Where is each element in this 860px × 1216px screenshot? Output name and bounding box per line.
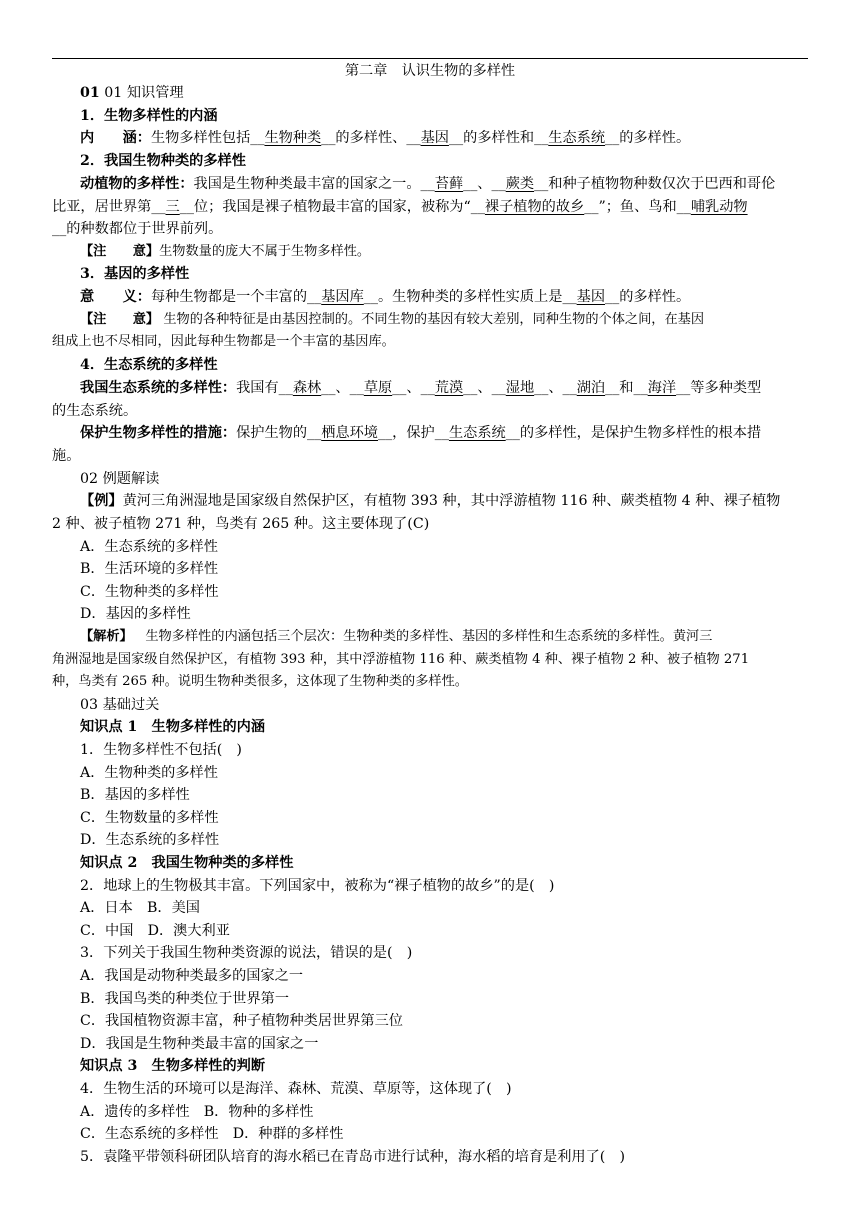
question-3: 3．下列关于我国生物种类资源的说法，错误的是( ): [80, 945, 413, 961]
analysis-label: 【解析】: [80, 629, 133, 644]
question-4: 4．生物生活的环境可以是海洋、森林、荒漠、草原等，这体现了( ): [80, 1081, 512, 1097]
question-5: 5．袁隆平带领科研团队培育的海水稻已在青岛市进行试种，海水稻的培育是利用了( ): [80, 1149, 626, 1165]
q1-option: B．基因的多样性: [80, 787, 190, 803]
kp4-line-1: 我国生态系统的多样性：我国有__森林__、__草原__、__荒漠__、__湿地__、__湖泊__和__海洋__等多种类型: [80, 380, 762, 396]
answer-blank: 三: [165, 199, 180, 215]
answer-blank: 栖息环境: [321, 425, 378, 441]
answer-blank: 生态系统: [548, 130, 606, 146]
q3-option: C．我国植物资源丰富，种子植物种类居世界第三位: [80, 1013, 403, 1029]
kp2-label: 动植物的多样性：: [80, 176, 194, 192]
answer-blank: 湿地: [505, 380, 535, 396]
kp3-note-line-1: 【注 意】 生物的各种特征是由基因控制的。不同生物的基因有较大差别，同种生物的个体之间，在基因: [80, 312, 705, 327]
note-label: 【注 意】: [80, 244, 160, 259]
q1-option: C．生物数量的多样性: [80, 810, 219, 826]
answer-blank: 苔藓: [434, 176, 464, 192]
answer-blank: 哺乳动物: [690, 199, 748, 215]
analysis-line-2: 角洲湿地是国家级自然保护区，有植物 393 种，其中浮游植物 116 种、蕨类植物 4 种、裸子植物 2 种、被子植物 271: [52, 652, 750, 667]
question-2: 2．地球上的生物极其丰富。下列国家中，被称为“裸子植物的故乡”的是( ): [80, 878, 555, 894]
example-option: C．生物种类的多样性: [80, 584, 219, 600]
kp1-content: 内 涵：生物多样性包括__生物种类__的多样性、__基因__的多样性和__生态系统__的多样性。: [80, 130, 691, 146]
answer-blank: 森林: [292, 380, 322, 396]
question-1: 1．生物多样性不包括( ): [80, 742, 242, 758]
kp3-content: 意 义：每种生物都是一个丰富的__基因库__。生物种类的多样性实质上是__基因__的多样性。: [80, 289, 691, 305]
answer-blank: 草原: [363, 380, 393, 396]
kp3-label: 意 义：: [80, 289, 151, 305]
q4-options-cd: C．生态系统的多样性 D．种群的多样性: [80, 1126, 344, 1142]
analysis-line-1: 【解析】 生物多样性的内涵包括三个层次：生物种类的多样性、基因的多样性和生态系统的多样性。黄河三: [80, 629, 713, 644]
q2-options-ab: A．日本 B．美国: [80, 900, 200, 916]
section-03-heading: 03 基础过关: [80, 697, 160, 713]
knowledge-point-2: 知识点 2 我国生物种类的多样性: [80, 855, 294, 871]
chapter-title: 第二章 认识生物的多样性: [344, 63, 516, 79]
answer-blank: 生态系统: [448, 425, 506, 441]
header-rule: [52, 58, 808, 59]
example-line-1: 【例】黄河三角洲湿地是国家级自然保护区，有植物 393 种，其中浮游植物 116 种、蕨类植物 4 种、裸子植物: [80, 493, 781, 509]
answer-blank: 蕨类: [505, 176, 535, 192]
q4-options-ab: A．遗传的多样性 B．物种的多样性: [80, 1104, 314, 1120]
kp4-label: 我国生态系统的多样性：: [80, 380, 237, 396]
answer-blank: 海洋: [647, 380, 677, 396]
kp1-title: 1．生物多样性的内涵: [80, 108, 218, 124]
answer-blank: 生物种类: [264, 130, 322, 146]
answer-blank: 湖泊: [576, 380, 606, 396]
kp2-line-3: __的种数都位于世界前列。: [52, 221, 223, 237]
knowledge-point-1: 知识点 1 生物多样性的内涵: [80, 719, 266, 735]
q1-option: D．生态系统的多样性: [80, 832, 220, 848]
kp4-line-4: 施。: [52, 448, 81, 464]
kp4-line-3: 保护生物多样性的措施：保护生物的__栖息环境__，保护__生态系统__的多样性，是保护生物多样性的根本措: [80, 425, 762, 441]
answer-blank: 基因: [576, 289, 606, 305]
example-option: A．生态系统的多样性: [80, 539, 218, 555]
q3-option: B．我国鸟类的种类位于世界第一: [80, 991, 290, 1007]
q3-option: A．我国是动物种类最多的国家之一: [80, 968, 304, 984]
kp2-line-1: 动植物的多样性：我国是生物种类最丰富的国家之一。__苔藓__、__蕨类__和种子植物物种数仅次于巴西和哥伦: [80, 176, 776, 192]
kp2-note: 【注 意】生物数量的庞大不属于生物多样性。: [80, 244, 371, 259]
kp2-line-2: 比亚，居世界第__三__位；我国是裸子植物最丰富的国家，被称为“__裸子植物的故乡__”；鱼、鸟和__哺乳动物: [52, 199, 748, 215]
analysis-line-3: 种，鸟类有 265 种。说明生物种类很多，这体现了生物种类的多样性。: [52, 674, 468, 689]
kp4-label-2: 保护生物多样性的措施：: [80, 425, 237, 441]
kp4-line-2: 的生态系统。: [52, 403, 138, 419]
section-01-heading: 01 01 知识管理: [80, 85, 184, 101]
kp2-title: 2．我国生物种类的多样性: [80, 153, 246, 169]
q2-options-cd: C．中国 D．澳大利亚: [80, 923, 230, 939]
example-option: D．基因的多样性: [80, 606, 191, 622]
note-label: 【注 意】: [80, 312, 160, 327]
kp3-note-line-2: 组成上也不尽相同，因此每种生物都是一个丰富的基因库。: [52, 334, 395, 349]
answer-blank: 裸子植物的故乡: [484, 199, 585, 215]
example-label: 【例】: [80, 493, 123, 509]
section-01-text: 01 知识管理: [104, 85, 184, 101]
q3-option: D．我国是生物种类最丰富的国家之一: [80, 1036, 319, 1052]
answer-blank: 荒漠: [434, 380, 464, 396]
kp4-title: 4．生态系统的多样性: [80, 357, 218, 373]
kp3-title: 3．基因的多样性: [80, 266, 190, 282]
example-option: B．生活环境的多样性: [80, 561, 219, 577]
example-line-2: 2 种、被子植物 271 种，鸟类有 265 种。这主要体现了(C): [52, 516, 430, 532]
kp1-label: 内 涵：: [80, 130, 151, 146]
knowledge-point-3: 知识点 3 生物多样性的判断: [80, 1058, 266, 1074]
section-02-heading: 02 例题解读: [80, 471, 160, 487]
answer-blank: 基因库: [321, 289, 364, 305]
answer-blank: 基因: [420, 130, 449, 146]
q1-option: A．生物种类的多样性: [80, 765, 218, 781]
